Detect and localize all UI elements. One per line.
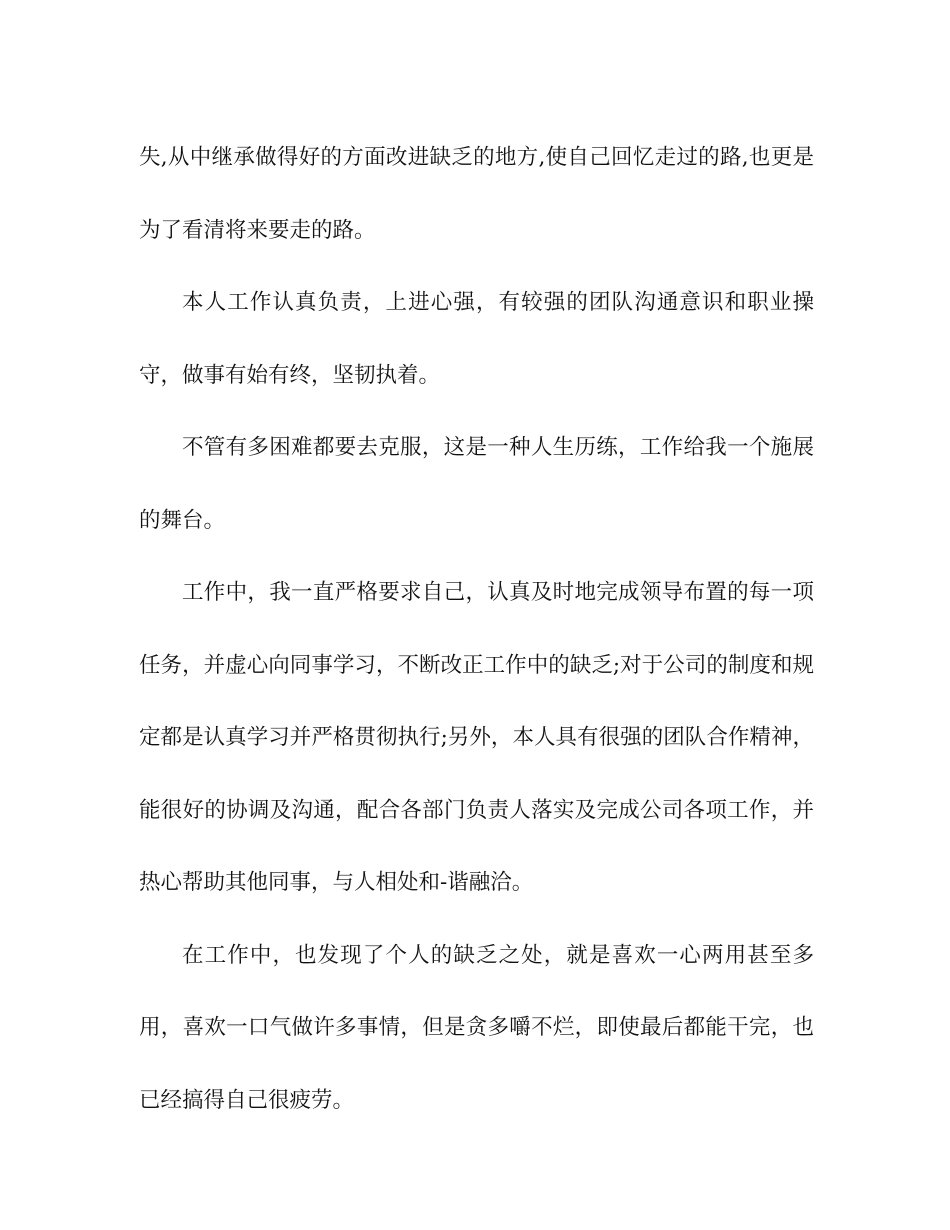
paragraph-5: 在工作中，也发现了个人的缺乏之处，就是喜欢一心两用甚至多用，喜欢一口气做许多事情，但是贪多嚼不烂，即使最后都能干完，也已经搞得自己很疲劳。: [139, 942, 814, 1113]
paragraph-3: 不管有多困难都要去克服，这是一种人生历练，工作给我一个施展的舞台。: [139, 435, 814, 533]
document-body: [139, 122, 814, 1137]
paragraph-4: 工作中，我一直严格要求自己，认真及时地完成领导布置的每一项任务，并虚心向同事学习，不断改正工作中的缺乏;对于公司的制度和规定都是认真学习并严格贯彻执行;另外，本人具有很强的团队合作精神，能很好的协调及沟通，配合各部门负责人落实及完成公司各项工作，并热心帮助其他同事，与人相处和-谐融洽。: [139, 580, 814, 895]
paragraph-1: 失,从中继承做得好的方面改进缺乏的地方,使自己回忆走过的路,也更是为了看清将来要走的路。: [139, 145, 814, 243]
paragraph-2: 本人工作认真负责，上进心强，有较强的团队沟通意识和职业操守，做事有始有终，坚韧执着。: [139, 290, 814, 388]
